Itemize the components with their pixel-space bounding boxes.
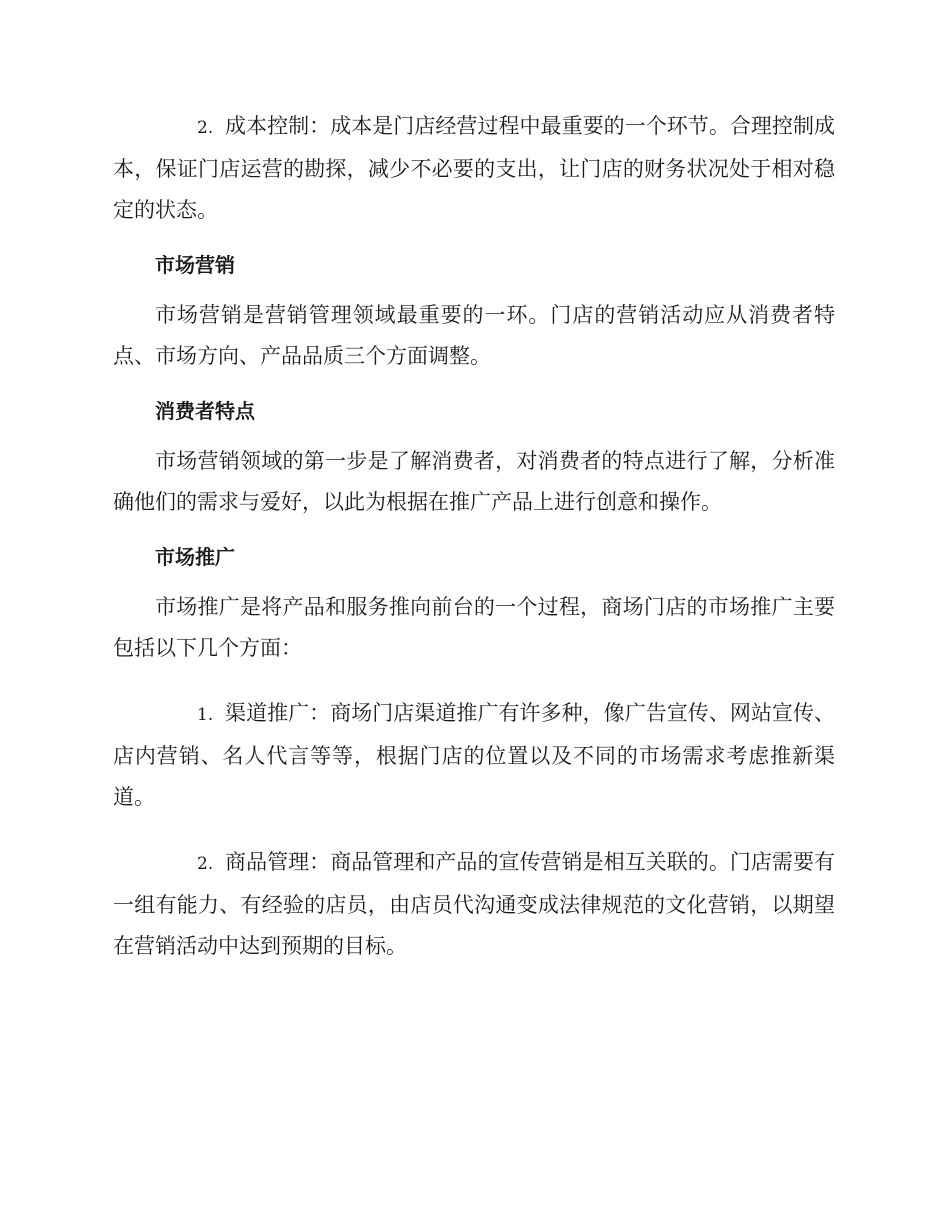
list-item-cost-control xyxy=(113,106,835,231)
section-body-marketing: 市场营销是营销管理领域最重要的一环。门店的营销活动应从消费者特点、市场方向、产品品质三个方面调整。 xyxy=(113,303,835,368)
section-body-consumer: 市场营销领域的第一步是了解消费者，对消费者的特点进行了解，分析准确他们的需求与爱好，以此为根据在推广产品上进行创意和操作。 xyxy=(113,449,835,514)
section-body-promotion: 市场推广是将产品和服务推向前台的一个过程，商场门店的市场推广主要包括以下几个方面： xyxy=(113,595,835,660)
section-heading-marketing: 市场营销 xyxy=(155,253,235,277)
document-page xyxy=(113,106,835,967)
list-number: 2. xyxy=(197,854,214,874)
list-item-channel-promotion xyxy=(113,693,835,818)
list-number: 2. xyxy=(197,118,214,138)
list-number: 1. xyxy=(197,705,214,725)
section-heading-consumer: 消费者特点 xyxy=(155,399,255,423)
section-heading-promotion: 市场推广 xyxy=(155,545,235,569)
list-item-text: 渠道推广：商场门店渠道推广有许多种，像广告宣传、网站宣传、店内营销、名人代言等等，根据门店的位置以及不同的市场需求考虑推新渠道。 xyxy=(113,701,835,809)
list-item-text: 成本控制：成本是门店经营过程中最重要的一个环节。合理控制成本，保证门店运营的勘探，减少不必要的支出，让门店的财务状况处于相对稳定的状态。 xyxy=(113,114,835,222)
list-item-goods-management xyxy=(113,842,835,967)
list-item-text: 商品管理：商品管理和产品的宣传营销是相互关联的。门店需要有一组有能力、有经验的店员，由店员代沟通变成法律规范的文化营销，以期望在营销活动中达到预期的目标。 xyxy=(113,850,835,958)
